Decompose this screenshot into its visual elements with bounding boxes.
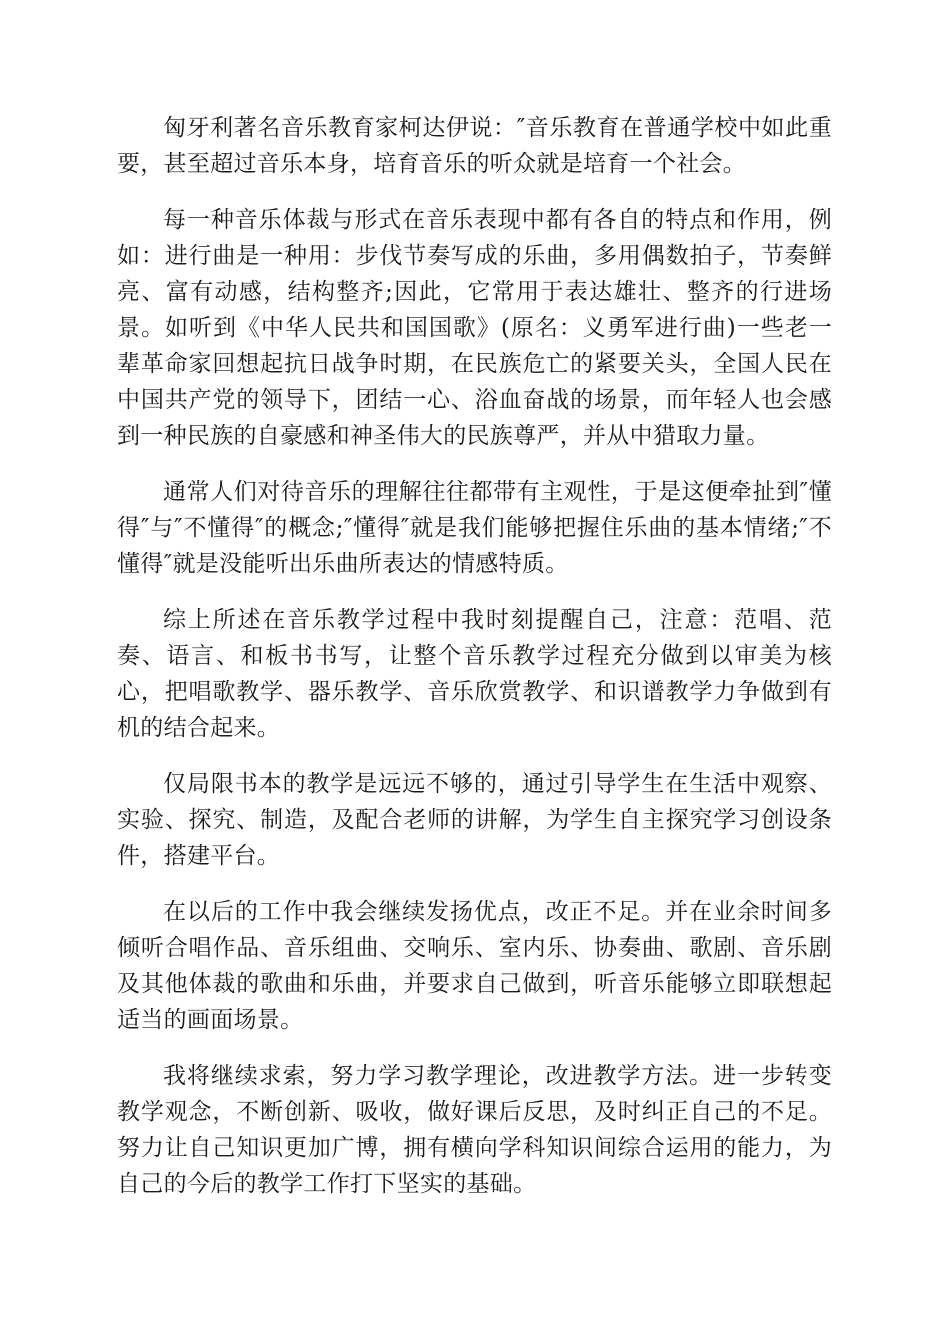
- paragraph-1: 匈牙利著名音乐教育家柯达伊说：″音乐教育在普通学校中如此重要，甚至超过音乐本身，培育音乐的听众就是培育一个社会。: [117, 115, 832, 177]
- paragraph-4: 综上所述在音乐教学过程中我时刻提醒自己，注意：范唱、范奏、语言、和板书书写，让整个音乐教学过程充分做到以审美为核心，把唱歌教学、器乐教学、音乐欣赏教学、和识谱教学力争做到有机的结合起来。: [117, 607, 832, 741]
- paragraph-7: 我将继续求索，努力学习教学理论，改进教学方法。进一步转变教学观念，不断创新、吸收，做好课后反思，及时纠正自己的不足。努力让自己知识更加广博，拥有横向学科知识间综合运用的能力，为自己的今后的教学工作打下坚实的基础。: [117, 1063, 832, 1197]
- document-body: [117, 110, 832, 1222]
- paragraph-2: 每一种音乐体裁与形式在音乐表现中都有各自的特点和作用，例如：进行曲是一种用：步伐节奏写成的乐曲，多用偶数拍子，节奏鲜亮、富有动感，结构整齐;因此，它常用于表达雄壮、整齐的行进场景。如听到《中华人民共和国国歌》(原名：义勇军进行曲)一些老一辈革命家回想起抗日战争时期，在民族危亡的紧要关头，全国人民在中国共产党的领导下，团结一心、浴血奋战的场景，而年轻人也会感到一种民族的自豪感和神圣伟大的民族尊严，并从中猎取力量。: [117, 207, 832, 449]
- paragraph-5: 仅局限书本的教学是远远不够的，通过引导学生在生活中观察、实验、探究、制造，及配合老师的讲解，为学生自主探究学习创设条件，搭建平台。: [117, 771, 832, 869]
- paragraph-3: 通常人们对待音乐的理解往往都带有主观性，于是这便牵扯到″懂得″与″不懂得″的概念;″懂得″就是我们能够把握住乐曲的基本情绪;″不懂得″就是没能听出乐曲所表达的情感特质。: [117, 479, 832, 577]
- paragraph-6: 在以后的工作中我会继续发扬优点，改正不足。并在业余时间多倾听合唱作品、音乐组曲、交响乐、室内乐、协奏曲、歌剧、音乐剧及其他体裁的歌曲和乐曲，并要求自己做到，听音乐能够立即联想起适当的画面场景。: [117, 899, 832, 1033]
